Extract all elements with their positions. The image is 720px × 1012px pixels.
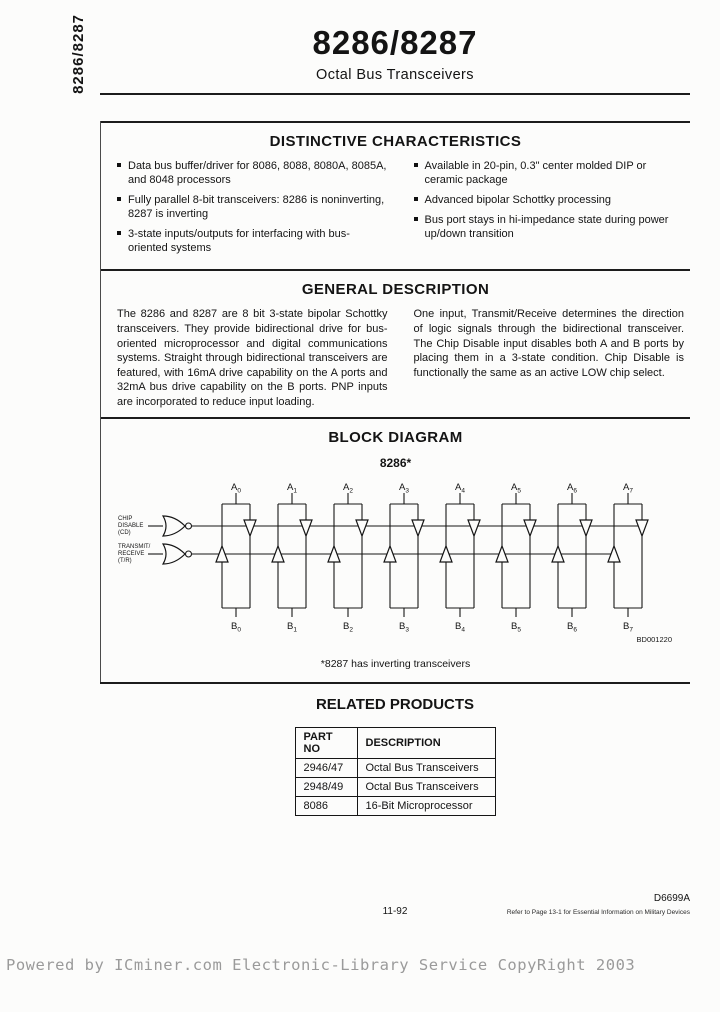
- bullet-icon: [117, 231, 121, 235]
- section-distinctive-characteristics: [101, 121, 690, 269]
- block-diagram-svg: [116, 476, 676, 648]
- b-port-label: $B_5$: [510, 621, 521, 634]
- list-item: [117, 227, 388, 255]
- a-port-label: $A_2$: [342, 482, 353, 495]
- list-item-text: Advanced bipolar Schottky processing: [424, 194, 611, 207]
- b-port-label: $B_0$: [230, 621, 241, 634]
- transceiver-channel: [608, 482, 648, 634]
- part-no-cell: 2948/49: [295, 778, 357, 797]
- a-to-b-buffer: [300, 520, 312, 536]
- header-divider: [100, 93, 690, 95]
- table-header-row: [295, 728, 495, 759]
- transmit-receive-gate: [118, 544, 614, 564]
- document-code: D6699A: [653, 893, 690, 904]
- bullet-icon: [117, 197, 121, 201]
- a-port-label: $A_1$: [286, 482, 297, 495]
- list-item-text: 3-state inputs/outputs for interfacing with bus-oriented systems: [128, 228, 350, 255]
- block-diagram-heading: BLOCK DIAGRAM: [328, 429, 463, 447]
- chip-disable-gate: [118, 516, 642, 536]
- a-to-b-buffer: [636, 520, 648, 536]
- a-to-b-buffer: [412, 520, 424, 536]
- transceiver-channel: [552, 482, 592, 634]
- transmit-receive-label: TRANSMIT/: [117, 544, 150, 551]
- related-products-heading: RELATED PRODUCTS: [315, 696, 475, 714]
- chip-disable-label: CHIP: [117, 516, 132, 523]
- table-row: [295, 797, 495, 816]
- b-port-label: $B_1$: [286, 621, 297, 634]
- page-number: 11-92: [382, 906, 408, 917]
- page-subtitle: Octal Bus Transceivers: [316, 67, 474, 83]
- distinctive-characteristics-heading: DISTINCTIVE CHARACTERISTICS: [269, 133, 522, 150]
- b-port-label: $B_7$: [622, 621, 633, 634]
- b-port-label: $B_2$: [342, 621, 353, 634]
- transceiver-channel: [496, 482, 536, 634]
- doc-header: [100, 0, 690, 93]
- transmit-receive-label: (T/R): [117, 558, 132, 565]
- characteristics-columns: [101, 159, 690, 261]
- general-description-heading: GENERAL DESCRIPTION: [301, 281, 490, 299]
- a-to-b-buffer: [468, 520, 480, 536]
- page-title: 8286/8287: [312, 24, 478, 61]
- general-description-left: The 8286 and 8287 are 8 bit 3-state bipolar Schottky transceivers. They provide bidirectional drive for bus-oriented microprocessor and digital communications systems. Straight through bidirectional transceivers are featured, with 16mA drive capability on the A ports and 32mA bus drive capability on the B ports. PNP inputs are incorporated to reduce input loading.: [117, 308, 388, 408]
- list-item: [117, 193, 388, 221]
- transceiver-channel: [272, 482, 312, 634]
- block-diagram-device-label: 8286*: [379, 456, 412, 471]
- a-to-b-buffer: [356, 520, 368, 536]
- block-diagram-footnote: *8287 has inverting transceivers: [320, 658, 471, 671]
- table-row: [295, 759, 495, 778]
- part-no-cell: 2946/47: [295, 759, 357, 778]
- transceiver-channel: [216, 482, 256, 634]
- a-port-label: $A_6$: [566, 482, 577, 495]
- chip-disable-label: DISABLE: [117, 523, 143, 530]
- related-products-table: [295, 727, 496, 816]
- nor-gate-shape: [163, 544, 185, 564]
- table-row: [295, 778, 495, 797]
- list-item: [414, 159, 685, 187]
- list-item-text: Bus port stays in hi-impedance state during power up/down transition: [424, 214, 669, 241]
- characteristics-list-left: [117, 159, 388, 261]
- inverter-bubble: [185, 523, 191, 529]
- transceiver-channel: [384, 482, 424, 634]
- description-columns: [101, 307, 690, 409]
- inverter-bubble: [185, 551, 191, 557]
- transceiver-channel: [328, 482, 368, 634]
- content-column: [100, 0, 690, 830]
- transmit-receive-label: RECEIVE: [117, 551, 144, 558]
- b-port-label: $B_3$: [398, 621, 409, 634]
- section-block-diagram: [101, 417, 690, 682]
- bullet-icon: [117, 163, 121, 167]
- main-sections: [100, 121, 690, 682]
- a-to-b-buffer: [580, 520, 592, 536]
- a-to-b-buffer: [244, 520, 256, 536]
- section-general-description: [101, 269, 690, 417]
- transceiver-channel: [440, 482, 480, 634]
- watermark-text: Powered by ICminer.com Electronic-Library Service CopyRight 2003: [6, 956, 636, 974]
- side-part-number: 8286/8287: [70, 14, 87, 94]
- list-item-text: Data bus buffer/driver for 8086, 8088, 8080A, 8085A, and 8048 processors: [128, 160, 387, 187]
- bullet-icon: [414, 163, 418, 167]
- description-cell: Octal Bus Transceivers: [357, 778, 495, 797]
- list-item: [414, 213, 685, 241]
- nor-gate-shape: [163, 516, 185, 536]
- bullet-icon: [414, 197, 418, 201]
- a-port-label: $A_7$: [622, 482, 633, 495]
- part-no-cell: 8086: [295, 797, 357, 816]
- a-port-label: $A_0$: [230, 482, 241, 495]
- list-item: [414, 193, 685, 207]
- a-to-b-buffer: [524, 520, 536, 536]
- a-port-label: $A_5$: [510, 482, 521, 495]
- b-port-label: $B_6$: [566, 621, 577, 634]
- general-description-right: One input, Transmit/Receive determines the direction of logic signals through the bidirectional transceiver. The Chip Disable input disables both A and B ports by placing them in a 3-state condition. Chip Disable is functionally the same as an active LOW chip select.: [413, 308, 684, 379]
- list-item-text: Fully parallel 8-bit transceivers: 8286 is noninverting, 8287 is inverting: [128, 194, 385, 221]
- b-port-label: $B_4$: [454, 621, 465, 634]
- list-item-text: Available in 20-pin, 0.3" center molded DIP or ceramic package: [424, 160, 647, 187]
- military-devices-note: Refer to Page 13-1 for Essential Information on Military Devices: [506, 909, 690, 916]
- description-cell: Octal Bus Transceivers: [357, 759, 495, 778]
- col-header-description: DESCRIPTION: [357, 728, 495, 759]
- list-item: [117, 159, 388, 187]
- figure-code: BD001220: [636, 635, 672, 645]
- bullet-icon: [414, 217, 418, 221]
- a-port-label: $A_3$: [398, 482, 409, 495]
- characteristics-list-right: [414, 159, 685, 261]
- description-cell: 16-Bit Microprocessor: [357, 797, 495, 816]
- chip-disable-label: (CD): [117, 530, 131, 537]
- a-port-label: $A_4$: [454, 482, 465, 495]
- section-related-products: [100, 682, 690, 830]
- col-header-part-no: PART NO: [295, 728, 357, 759]
